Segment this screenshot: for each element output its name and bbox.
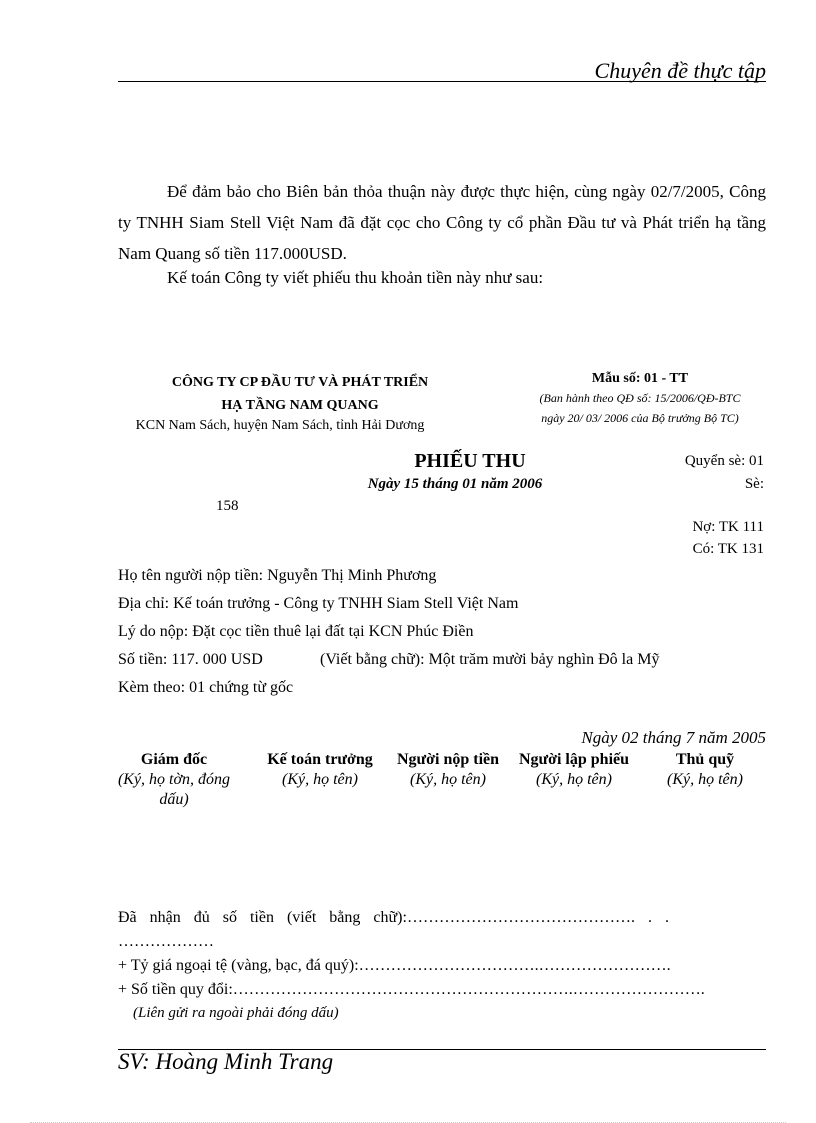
signature-director	[114, 750, 234, 810]
payer-name: Họ tên người nộp tiền: Nguyễn Thị Minh Phương	[118, 567, 437, 584]
voucher-date: Ngày 15 tháng 01 năm 2006	[367, 476, 543, 492]
received-amount-line: Đã nhận đủ số tiền (viết bằng chữ):……………………………………. . .	[118, 909, 669, 926]
converted-amount-line: + Số tiền quy đổi:……………………………………………………….…………………….	[118, 981, 705, 998]
signature-role: Kế toán trưởng	[267, 751, 373, 768]
serial-value: 158	[216, 498, 239, 514]
signature-hint: (Ký, họ tờn, đóng dấu)	[117, 771, 231, 808]
payment-amount: Số tiền: 117. 000 USD	[118, 651, 263, 668]
payer-address: Địa chỉ: Kế toán trưởng - Công ty TNHH Siam Stell Việt Nam	[118, 595, 519, 612]
signature-role: Người lập phiếu	[518, 751, 630, 768]
debit-account: Nợ: TK 111	[692, 519, 764, 535]
book-number: Quyển sè: 01	[684, 453, 764, 469]
payment-reason: Lý do nộp: Đặt cọc tiền thuê lại đất tại KCN Phúc Điền	[118, 623, 474, 640]
company-address: KCN Nam Sách, huyện Nam Sách, tỉnh Hải Dương	[135, 418, 425, 433]
signature-hint: (Ký, họ tên)	[667, 771, 743, 788]
intro-line: Kế toán Công ty viết phiếu thu khoản tiền này như sau:	[167, 268, 544, 287]
stamp-note: (Liên gửi ra ngoài phải đóng dấu)	[133, 1005, 339, 1021]
signature-role: Người nộp tiền	[396, 751, 500, 768]
intro-paragraph: Để đảm bảo cho Biên bản thỏa thuận này được thực hiện, cùng ngày 02/7/2005, Công ty TNHH Siam Stell Việt Nam đã đặt cọc cho Công ty cổ phần Đầu tư và Phát triển hạ tầng Nam Quang số tiền 117.000USD.	[118, 182, 766, 263]
form-regulation-date: ngày 20/ 03/ 2006 của Bộ trưởng Bộ TC)	[541, 411, 739, 425]
form-number: Mẫu số: 01 - TT	[591, 371, 689, 386]
signature-role: Giám đốc	[140, 751, 208, 768]
signature-payer	[388, 750, 508, 790]
signature-preparer	[514, 750, 634, 790]
signature-date: Ngày 02 tháng 7 năm 2005	[581, 728, 766, 747]
voucher-title: PHIẾU THU	[414, 450, 526, 472]
student-name: SV: Hoàng Minh Trang	[118, 1049, 334, 1074]
signature-cashier	[645, 750, 765, 790]
serial-label: Sè:	[744, 476, 764, 492]
payment-amount-words: (Viết bằng chữ): Một trăm mười bảy nghìn Đô la Mỹ	[320, 651, 660, 668]
attached-documents: Kèm theo: 01 chứng từ gốc	[118, 679, 294, 696]
received-amount-continuation: ………………	[118, 933, 214, 950]
company-name-line1: CÔNG TY CP ĐẦU TƯ VÀ PHÁT TRIỂN	[171, 375, 429, 390]
signature-hint: (Ký, họ tên)	[536, 771, 612, 788]
company-name	[120, 371, 480, 417]
signature-role: Thủ quỹ	[675, 751, 735, 768]
signature-hint: (Ký, họ tên)	[410, 771, 486, 788]
signature-hint: (Ký, họ tên)	[282, 771, 358, 788]
signature-chief-accountant	[255, 750, 385, 790]
header-divider	[118, 81, 766, 82]
page-header-title: Chuyên đề thực tập	[594, 58, 766, 83]
exchange-rate-line: + Tỷ giá ngoại tệ (vàng, bạc, đá quý):…………………………….…………………….	[118, 957, 671, 974]
company-name-line2: HẠ TẦNG NAM QUANG	[221, 398, 379, 413]
credit-account: Có: TK 131	[692, 541, 764, 557]
form-regulation-note: (Ban hành theo QĐ số: 15/2006/QĐ-BTC	[539, 391, 741, 405]
